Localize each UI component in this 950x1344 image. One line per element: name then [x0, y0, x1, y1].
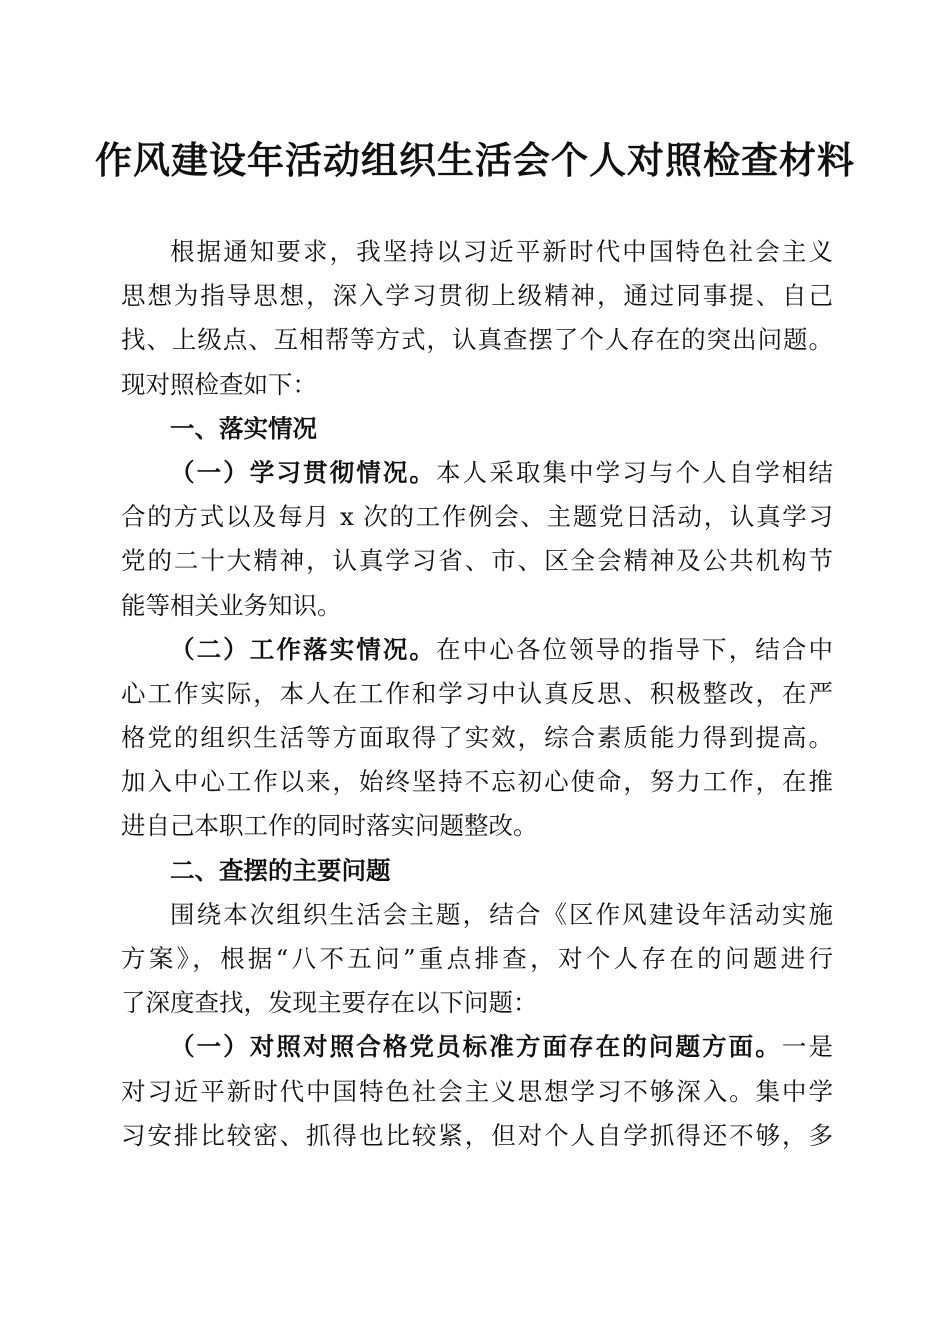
item-lead: （一）对照对照合格党员标准方面存在的问题方面。 — [170, 1032, 782, 1062]
paragraph-line: 思想为指导思想，深入学习贯彻上级精神，通过同事提、自己 — [121, 281, 833, 311]
paragraph-line: 习安排比较密、抓得也比较紧，但对个人自学抓得还不够，多 — [121, 1120, 833, 1150]
paragraph-line: 找、上级点、互相帮等方式，认真查摆了个人存在的突出问题。 — [121, 325, 833, 355]
paragraph-line: 围绕本次组织生活会主题，结合《区作风建设年活动实施 — [170, 899, 833, 929]
paragraph-line — [121, 451, 833, 495]
paragraph-line: 能等相关业务知识。 — [121, 590, 342, 620]
item-text: 本人采取集中学习与个人自学相结 — [436, 457, 834, 487]
paragraph-line: 进自己本职工作的同时落实问题整改。 — [121, 811, 538, 841]
paragraph-line: 合的方式以及每月 x 次的工作例会、主题党日活动，认真学习 — [121, 502, 833, 532]
document-body — [121, 230, 833, 1158]
item-lead: （一）学习贯彻情况。 — [170, 457, 437, 487]
paragraph-line: 对习近平新时代中国特色社会主义思想学习不够深入。集中学 — [121, 1076, 833, 1106]
section-heading: 二、查摆的主要问题 — [170, 855, 391, 885]
paragraph-line: 格党的组织生活等方面取得了实效，综合素质能力得到提高。 — [121, 723, 833, 753]
section-heading: 一、落实情况 — [170, 413, 317, 443]
item-lead: （二）工作落实情况。 — [170, 634, 437, 664]
document-title: 作风建设年活动组织生活会个人对照检查材料 — [95, 138, 855, 182]
item-text: 一是 — [781, 1032, 834, 1062]
paragraph-line: 方案》，根据“八不五问”重点排查，对个人存在的问题进行 — [121, 944, 833, 973]
paragraph-line — [121, 1025, 833, 1069]
paragraph-line: 了深度查找，发现主要存在以下问题： — [121, 988, 538, 1018]
paragraph-line: 心工作实际，本人在工作和学习中认真反思、积极整改，在严 — [121, 678, 833, 708]
paragraph-line: 党的二十大精神，认真学习省、市、区全会精神及公共机构节 — [121, 546, 833, 576]
paragraph-line: 根据通知要求，我坚持以习近平新时代中国特色社会主义 — [170, 237, 833, 266]
paragraph-line: 现对照检查如下： — [121, 369, 317, 399]
item-text: 在中心各位领导的指导下，结合中 — [436, 634, 834, 664]
paragraph-line — [121, 628, 833, 672]
paragraph-line: 加入中心工作以来，始终坚持不忘初心使命，努力工作，在推 — [121, 767, 833, 797]
